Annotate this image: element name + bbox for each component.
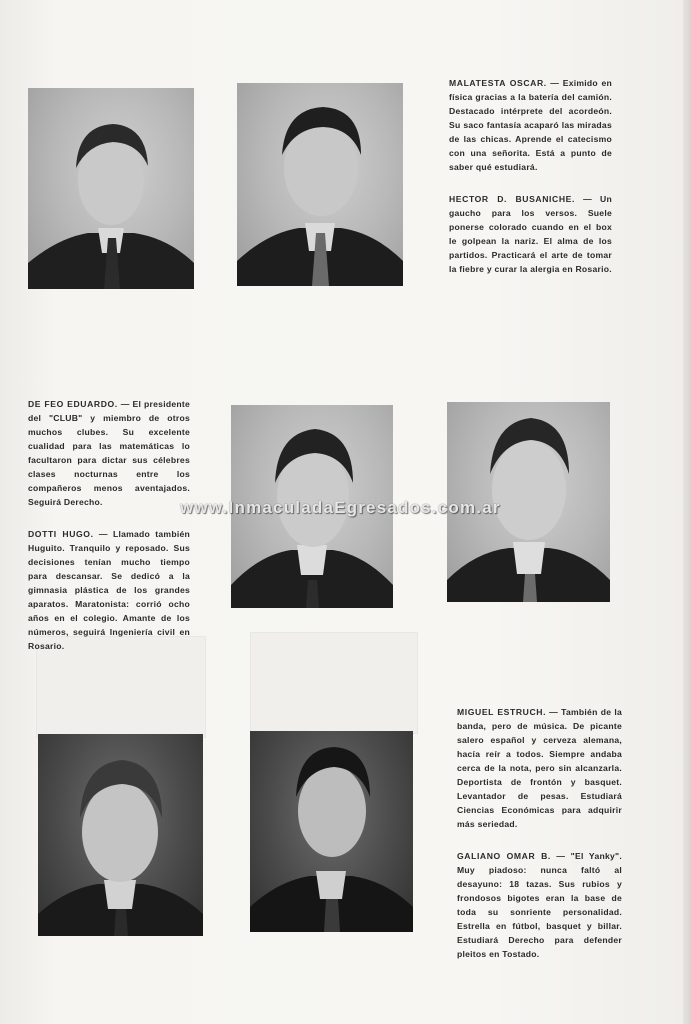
bio-name: MALATESTA OSCAR. [449, 78, 547, 88]
portrait-figure-6 [250, 731, 413, 932]
bio-de-feo [28, 397, 190, 509]
portrait-photo-1 [28, 88, 194, 289]
bio-name: MIGUEL ESTRUCH. [457, 707, 547, 717]
bio-estruch [457, 705, 622, 831]
bio-column-middle-left [28, 397, 190, 671]
bio-name: GALIANO OMAR B. [457, 851, 551, 861]
bio-name: HECTOR D. BUSANICHE. [449, 194, 575, 204]
portrait-photo-6 [250, 731, 413, 932]
bio-text: — Un gaucho para los versos. Suele ponerse colorado cuando en el box le golpean la nariz. El alma de los partidos. Practicará el arte de tomar la fiebre y curar la alergia en Rosario. [449, 194, 612, 274]
bio-text: — "El Yanky". Muy piadoso: nunca faltó al desayuno: 18 tazas. Sus rubios y frondosos bigotes eran la base de toda su sonriente personalidad. Estrella en fútbol, basquet y billar. Estudiará Derecho para defender pleitos en Tostado. [457, 851, 622, 959]
portrait-photo-2 [237, 83, 403, 286]
portrait-photo-5 [38, 734, 203, 936]
bio-dotti [28, 527, 190, 653]
bio-busaniche [449, 192, 612, 276]
bio-name: DOTTI HUGO. [28, 529, 94, 539]
portrait-figure-5 [38, 734, 203, 936]
bio-column-top-right [449, 76, 612, 294]
bio-text: — También de la banda, pero de música. De picante salero español y cerveza alemana, hacía reír a todos. Siempre andaba cerca de la nota, pero sin alcanzarla. Deportista de frontón y basquet. Levantador de pesas. Estudiará Ciencias Económicas para adquirir más seriedad. [457, 707, 623, 829]
bio-galiano [457, 849, 622, 961]
page-edge [683, 0, 691, 1024]
bio-text: — El presidente del "CLUB" y miembro de otros muchos clubes. Su excelente cualidad para las matemáticas lo facultaron para dictar sus célebres clases nocturnas entre los compañeros menos aventajados. Seguirá Derecho. [28, 399, 190, 507]
faded-photo-area-2 [250, 632, 418, 734]
bio-column-bottom-right [457, 705, 622, 979]
bio-text: — Eximido en física gracias a la batería del camión. Destacado intérprete del acordeón. Su saco fantasía acaparó las miradas de las chicas. Aprende el catecismo con una señorita. Está a punto de saber qué estudiará. [449, 78, 612, 172]
watermark: www.InmaculadaEgresados.com.ar [180, 498, 501, 517]
portrait-figure-1 [28, 88, 194, 289]
bio-text: — Llamado también Huguito. Tranquilo y reposado. Sus decisiones tenían mucho tiempo para descansar. Se dedicó a la gimnasia plástica de los grandes aparatos. Maratonista: corrió ocho años en el colegio. Amante de los números, seguirá Ingeniería civil en Rosario. [28, 529, 190, 651]
portrait-figure-2 [237, 83, 403, 286]
bio-malatesta [449, 76, 612, 174]
bio-name: DE FEO EDUARDO. [28, 399, 118, 409]
